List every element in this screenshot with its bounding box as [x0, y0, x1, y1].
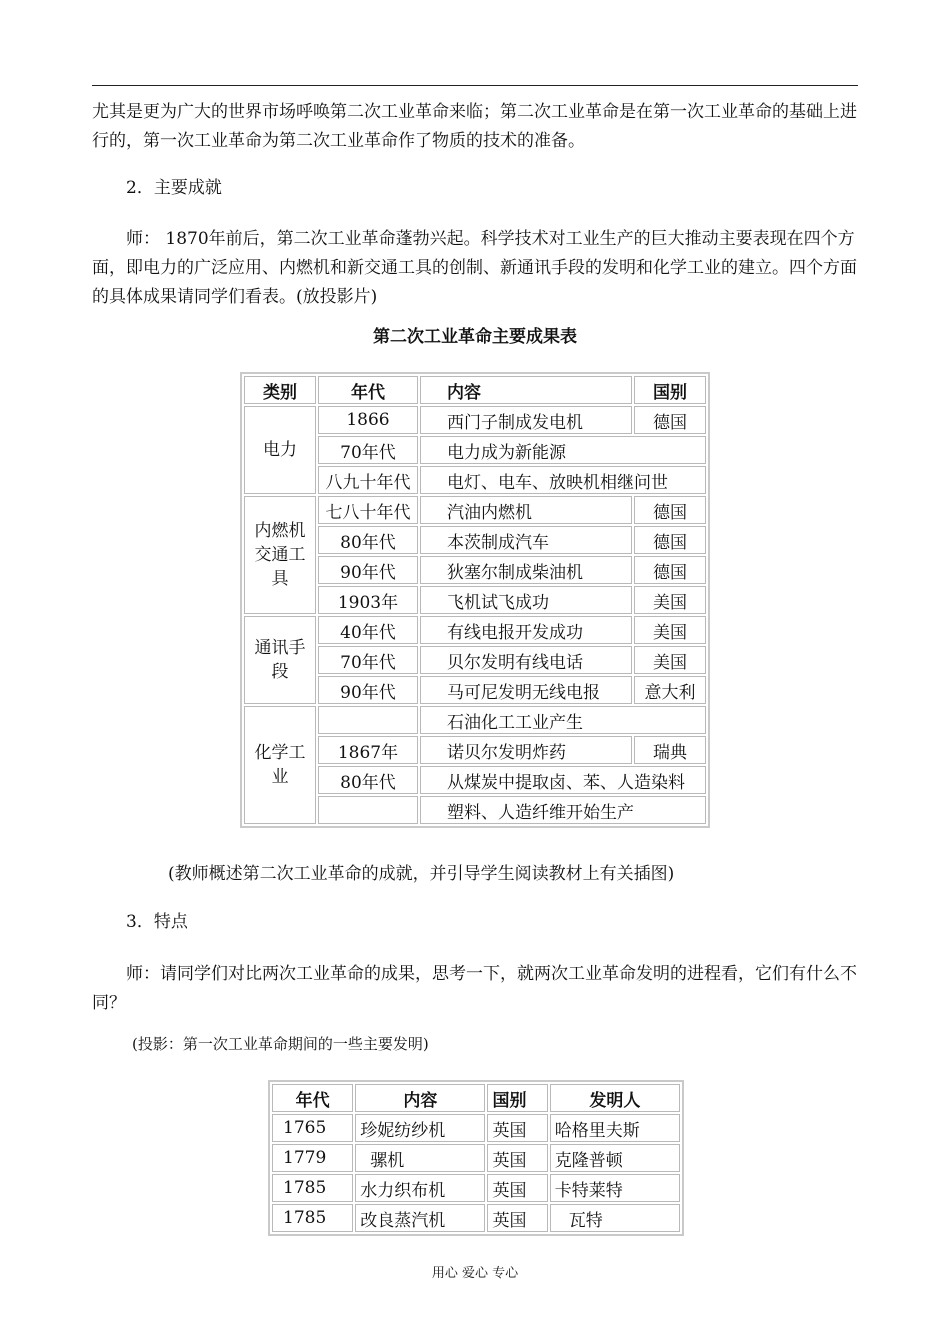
table-row: [272, 1114, 680, 1142]
table-row: [244, 706, 706, 734]
category-cell: 内燃机交通工具: [244, 496, 316, 614]
country-cell: 美国: [634, 646, 706, 674]
content-cell: 骡机: [355, 1144, 485, 1172]
content-cell: 西门子制成发电机: [420, 406, 632, 434]
header-year: 年代: [272, 1084, 353, 1112]
year-cell: 1785: [272, 1174, 353, 1202]
intro-paragraph: 尤其是更为广大的世界市场呼唤第二次工业革命来临；第二次工业革命是在第一次工业革命的基础上进行的，第一次工业革命为第二次工业革命作了物质的技术的准备。: [92, 102, 857, 151]
header-inventor: 发明人: [550, 1084, 680, 1112]
country-cell: 德国: [634, 406, 706, 434]
projection-note: (投影：第一次工业革命期间的一些主要发明): [132, 1035, 429, 1053]
content-cell: 汽油内燃机: [420, 496, 632, 524]
year-cell: 70年代: [318, 436, 418, 464]
header-year: 年代: [318, 376, 418, 404]
header-category: 类别: [244, 376, 316, 404]
content-cell: 飞机试飞成功: [420, 586, 632, 614]
header-country: 国别: [487, 1084, 547, 1112]
table-row: [272, 1174, 680, 1202]
country-cell: 英国: [487, 1174, 547, 1202]
section-2-heading: 2．主要成就: [126, 178, 222, 198]
achievements-table: [240, 372, 710, 828]
year-cell: 1765: [272, 1114, 353, 1142]
header-rule: [92, 85, 858, 86]
category-cell: 化学工业: [244, 706, 316, 824]
content-cell: 石油化工工业产生: [420, 706, 706, 734]
year-cell: 八九十年代: [318, 466, 418, 494]
table-header-row: [244, 376, 706, 404]
country-cell: 美国: [634, 586, 706, 614]
content-cell: 水力织布机: [355, 1174, 485, 1202]
country-cell: 瑞典: [634, 736, 706, 764]
page-footer: 用心 爱心 专心: [431, 1266, 519, 1281]
year-cell: 70年代: [318, 646, 418, 674]
table-row: [272, 1204, 680, 1232]
inventor-cell: 哈格里夫斯: [550, 1114, 680, 1142]
section-3-heading: 3．特点: [126, 912, 188, 932]
country-cell: 德国: [634, 496, 706, 524]
content-cell: 狄塞尔制成柴油机: [420, 556, 632, 584]
content-cell: 珍妮纺纱机: [355, 1114, 485, 1142]
country-cell: 美国: [634, 616, 706, 644]
inventor-cell: 克隆普顿: [550, 1144, 680, 1172]
header-content: 内容: [355, 1084, 485, 1112]
year-cell: 1779: [272, 1144, 353, 1172]
content-cell: 马可尼发明无线电报: [420, 676, 632, 704]
inventor-cell: 卡特莱特: [550, 1174, 680, 1202]
content-cell: 本茨制成汽车: [420, 526, 632, 554]
country-cell: 德国: [634, 526, 706, 554]
table-row: [272, 1144, 680, 1172]
content-cell: 改良蒸汽机: [355, 1204, 485, 1232]
content-cell: 塑料、人造纤维开始生产: [420, 796, 706, 824]
table-row: [244, 406, 706, 434]
inventor-cell: 瓦特: [550, 1204, 680, 1232]
year-cell: 40年代: [318, 616, 418, 644]
year-cell: 1867年: [318, 736, 418, 764]
year-cell: 80年代: [318, 766, 418, 794]
content-cell: 贝尔发明有线电话: [420, 646, 632, 674]
table-header-row: [272, 1084, 680, 1112]
content-cell: 电力成为新能源: [420, 436, 706, 464]
country-cell: 英国: [487, 1144, 547, 1172]
section-2-paragraph: 师： 1870年前后，第二次工业革命蓬勃兴起。科学技术对工业生产的巨大推动主要表现在四个方面，即电力的广泛应用、内燃机和新交通工具的创制、新通讯手段的发明和化学工业的建立。四个方面的具体成果请同学们看表。(放投影片): [92, 229, 857, 307]
content-cell: 有线电报开发成功: [420, 616, 632, 644]
country-cell: 德国: [634, 556, 706, 584]
teacher-note: (教师概述第二次工业革命的成就，并引导学生阅读教材上有关插图): [168, 864, 675, 884]
category-cell: 电力: [244, 406, 316, 494]
content-cell: 电灯、电车、放映机相继问世: [420, 466, 706, 494]
country-cell: 英国: [487, 1114, 547, 1142]
year-cell: 1785: [272, 1204, 353, 1232]
year-cell: 1903年: [318, 586, 418, 614]
table-row: [244, 616, 706, 644]
country-cell: 英国: [487, 1204, 547, 1232]
year-cell: 七八十年代: [318, 496, 418, 524]
category-cell: 通讯手段: [244, 616, 316, 704]
content-cell: 从煤炭中提取卤、苯、人造染料: [420, 766, 706, 794]
country-cell: 意大利: [634, 676, 706, 704]
table-1-title: 第二次工业革命主要成果表: [373, 327, 577, 347]
header-content: 内容: [420, 376, 632, 404]
year-cell: 90年代: [318, 556, 418, 584]
year-cell: [318, 706, 418, 734]
year-cell: 90年代: [318, 676, 418, 704]
year-cell: [318, 796, 418, 824]
header-country: 国别: [634, 376, 706, 404]
content-cell: 诺贝尔发明炸药: [420, 736, 632, 764]
inventions-table: [268, 1080, 684, 1236]
year-cell: 1866: [318, 406, 418, 434]
year-cell: 80年代: [318, 526, 418, 554]
section-3-paragraph: 师：请同学们对比两次工业革命的成果，思考一下，就两次工业革命发明的进程看，它们有什么不同？: [92, 964, 857, 1013]
table-row: [244, 496, 706, 524]
